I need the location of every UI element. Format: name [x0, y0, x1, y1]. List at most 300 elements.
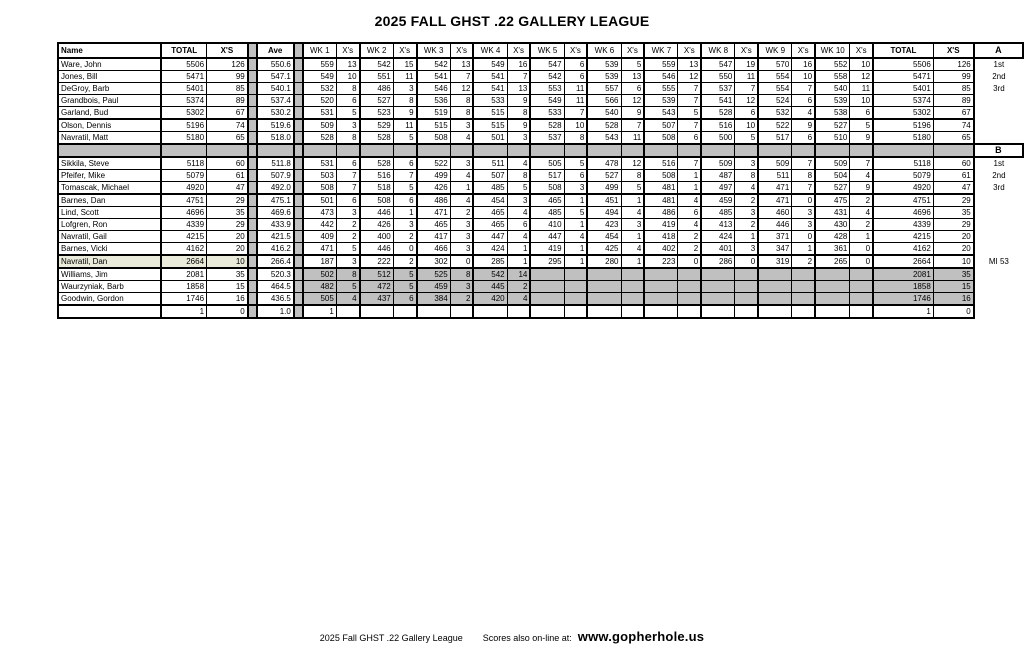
week-9-xs-cell: 10: [792, 71, 815, 83]
week-5-xs-cell: 10: [564, 119, 587, 132]
note-cell: [974, 281, 1023, 293]
header-total-right: TOTAL: [873, 43, 933, 58]
week-1-cell: 502: [303, 268, 337, 281]
header-week-3: WK 3: [417, 43, 451, 58]
week-7-cell: [644, 305, 678, 318]
week-7-xs-cell: [678, 268, 701, 281]
week-10-cell: [815, 293, 850, 306]
table-row: [58, 157, 1023, 170]
gap-cell: [248, 83, 257, 95]
note-cell: 2nd: [992, 72, 1006, 81]
week-5-cell: [530, 268, 564, 281]
week-4-cell: 285: [473, 255, 507, 268]
xs-right-cell: 16: [933, 293, 973, 306]
total-cell: 5196: [161, 119, 206, 132]
total-cell: 5118: [161, 157, 206, 170]
week-4-cell: 465: [473, 219, 507, 231]
note-cell: [974, 293, 1023, 306]
header-week-9-xs: X's: [792, 43, 815, 58]
xs-cell: 89: [207, 95, 248, 107]
gap-cell: [294, 107, 303, 120]
week-7-xs-cell: 13: [678, 58, 701, 71]
week-6-cell: 528: [587, 119, 621, 132]
week-5-cell: 542: [530, 71, 564, 83]
xs-cell: 35: [207, 207, 248, 219]
week-4-cell: 511: [473, 157, 507, 170]
week-4-xs-cell: [507, 305, 530, 318]
week-2-xs-cell: 2: [393, 231, 416, 243]
week-2-xs-cell: 5: [393, 268, 416, 281]
xs-right-cell: 61: [933, 170, 973, 182]
week-3-cell: [417, 305, 451, 318]
week-1-cell: 528: [303, 132, 337, 145]
total-right-cell: 4339: [873, 219, 933, 231]
week-3-xs-cell: 12: [450, 83, 473, 95]
week-xs-cell: [393, 144, 416, 157]
week-5-xs-cell: 7: [564, 107, 587, 120]
week-7-cell: [644, 293, 678, 306]
header-week-5: WK 5: [530, 43, 564, 58]
total-cell: 5506: [161, 58, 206, 71]
xs-cell: 126: [207, 58, 248, 71]
week-6-cell: 566: [587, 95, 621, 107]
week-6-xs-cell: 12: [621, 157, 644, 170]
week-4-cell: 507: [473, 170, 507, 182]
week-7-cell: 481: [644, 194, 678, 207]
gap-cell: [248, 243, 257, 256]
xs-cell: 47: [207, 182, 248, 195]
ave-cell: 530.2: [257, 107, 294, 120]
week-5-xs-cell: 1: [564, 255, 587, 268]
xs-cell: 61: [207, 170, 248, 182]
week-4-cell: [473, 305, 507, 318]
week-7-xs-cell: 7: [678, 95, 701, 107]
week-8-cell: 500: [701, 132, 735, 145]
week-1-cell: 508: [303, 182, 337, 195]
week-5-xs-cell: 5: [564, 157, 587, 170]
week-3-cell: 465: [417, 219, 451, 231]
week-1-xs-cell: 10: [336, 71, 359, 83]
note-cell: 1st: [993, 159, 1005, 169]
week-5-xs-cell: 4: [564, 231, 587, 243]
week-2-cell: 516: [360, 170, 394, 182]
week-4-cell: 515: [473, 107, 507, 120]
week-xs-cell: [735, 144, 758, 157]
week-1-cell: 532: [303, 83, 337, 95]
week-9-cell: [758, 268, 792, 281]
week-3-cell: 515: [417, 119, 451, 132]
xs-cell: 15: [207, 281, 248, 293]
xs-cell: 29: [207, 194, 248, 207]
xs-right-cell: 99: [933, 71, 973, 83]
week-6-xs-cell: 7: [621, 119, 644, 132]
gap-column: [248, 43, 257, 58]
week-6-xs-cell: 8: [621, 170, 644, 182]
gap-cell: [248, 268, 257, 281]
week-1-xs-cell: 8: [336, 83, 359, 95]
week-6-cell: 454: [587, 231, 621, 243]
week-7-cell: 516: [644, 157, 678, 170]
week-cell: [701, 144, 735, 157]
week-1-xs-cell: [336, 305, 359, 318]
week-7-xs-cell: [678, 281, 701, 293]
xs-cell: 35: [207, 268, 248, 281]
total-cell: 4162: [161, 243, 206, 256]
week-1-xs-cell: 2: [336, 219, 359, 231]
week-4-xs-cell: 5: [507, 182, 530, 195]
week-5-cell: 549: [530, 95, 564, 107]
week-7-xs-cell: 4: [678, 194, 701, 207]
week-2-xs-cell: 3: [393, 219, 416, 231]
week-1-xs-cell: 5: [336, 243, 359, 256]
week-6-xs-cell: 5: [621, 182, 644, 195]
xs-cell: 67: [207, 107, 248, 120]
week-7-xs-cell: 5: [678, 107, 701, 120]
total-right-cell: 5471: [873, 71, 933, 83]
week-5-cell: 508: [530, 182, 564, 195]
week-7-xs-cell: 6: [678, 207, 701, 219]
header-week-8-xs: X's: [735, 43, 758, 58]
week-1-xs-cell: 5: [336, 281, 359, 293]
name-cell: Tomascak, Michael: [58, 182, 161, 195]
week-9-xs-cell: 7: [792, 83, 815, 95]
week-6-xs-cell: 3: [621, 219, 644, 231]
week-4-xs-cell: 6: [507, 219, 530, 231]
week-5-xs-cell: 11: [564, 95, 587, 107]
table-row: [58, 243, 1023, 256]
week-8-xs-cell: 5: [735, 132, 758, 145]
week-9-cell: 471: [758, 194, 792, 207]
week-3-cell: 417: [417, 231, 451, 243]
week-8-xs-cell: 19: [735, 58, 758, 71]
league-table-body: [58, 43, 1023, 318]
xs-right-cell: 20: [933, 243, 973, 256]
week-2-cell: 508: [360, 194, 394, 207]
xs-cell: 60: [207, 157, 248, 170]
total-cell: 4339: [161, 219, 206, 231]
note-cell: 1st: [993, 60, 1005, 70]
week-10-cell: 510: [815, 132, 850, 145]
week-2-xs-cell: 1: [393, 207, 416, 219]
week-8-xs-cell: 4: [735, 182, 758, 195]
name-cell: DeGroy, Barb: [58, 83, 161, 95]
week-8-xs-cell: 2: [735, 194, 758, 207]
header-week-6-xs: X's: [621, 43, 644, 58]
week-7-cell: 555: [644, 83, 678, 95]
name-cell: Grandbois, Paul: [58, 95, 161, 107]
week-9-xs-cell: [792, 268, 815, 281]
week-7-xs-cell: 7: [678, 157, 701, 170]
week-4-cell: 447: [473, 231, 507, 243]
week-9-xs-cell: 3: [792, 219, 815, 231]
week-4-xs-cell: 2: [507, 281, 530, 293]
total-cell: 5471: [161, 71, 206, 83]
note-cell: [974, 132, 1023, 145]
table-row: [58, 194, 1023, 207]
week-3-xs-cell: 13: [450, 58, 473, 71]
week-9-cell: 522: [758, 119, 792, 132]
week-3-xs-cell: 2: [450, 207, 473, 219]
league-table: [57, 42, 1024, 319]
table-row: [58, 305, 1023, 318]
week-5-xs-cell: 6: [564, 71, 587, 83]
week-4-cell: 533: [473, 95, 507, 107]
week-1-cell: 531: [303, 107, 337, 120]
week-10-xs-cell: 12: [850, 71, 873, 83]
week-1-xs-cell: 7: [336, 182, 359, 195]
header-week-1-xs: X's: [336, 43, 359, 58]
week-8-cell: 547: [701, 58, 735, 71]
week-2-cell: [360, 305, 394, 318]
week-1-xs-cell: 8: [336, 132, 359, 145]
week-3-xs-cell: 3: [450, 219, 473, 231]
week-1-cell: 1: [303, 305, 337, 318]
ave-cell: 1.0: [257, 305, 294, 318]
gap-cell: [294, 207, 303, 219]
total-cell: 5180: [161, 132, 206, 145]
week-7-xs-cell: 4: [678, 219, 701, 231]
total-right-cell: 4162: [873, 243, 933, 256]
week-cell: [815, 144, 850, 157]
week-3-xs-cell: 8: [450, 95, 473, 107]
week-3-cell: 466: [417, 243, 451, 256]
week-5-xs-cell: [564, 305, 587, 318]
week-10-cell: 527: [815, 182, 850, 195]
week-4-cell: 454: [473, 194, 507, 207]
total-right-cell: [873, 144, 933, 157]
week-7-xs-cell: 1: [678, 182, 701, 195]
week-cell: [473, 144, 507, 157]
name-cell: Navratil, Matt: [58, 132, 161, 145]
week-8-cell: 537: [701, 83, 735, 95]
week-6-xs-cell: [621, 293, 644, 306]
table-row: [58, 207, 1023, 219]
week-1-cell: 509: [303, 119, 337, 132]
gap-cell: [294, 182, 303, 195]
week-3-cell: 486: [417, 194, 451, 207]
name-cell: Barnes, Vicki: [58, 243, 161, 256]
week-7-xs-cell: 1: [678, 170, 701, 182]
ave-cell: 550.6: [257, 58, 294, 71]
total-right-cell: 1858: [873, 281, 933, 293]
week-5-xs-cell: 3: [564, 182, 587, 195]
week-9-cell: [758, 281, 792, 293]
ave-cell: 540.1: [257, 83, 294, 95]
footer-league-name: 2025 Fall GHST .22 Gallery League: [319, 633, 463, 643]
week-5-cell: [530, 305, 564, 318]
name-cell: Navratil, Gail: [58, 231, 161, 243]
week-3-cell: 459: [417, 281, 451, 293]
gap-cell: [294, 83, 303, 95]
week-9-cell: 554: [758, 71, 792, 83]
header-xs: X'S: [207, 43, 248, 58]
week-9-cell: 570: [758, 58, 792, 71]
table-row: [58, 268, 1023, 281]
name-cell: Goodwin, Gordon: [58, 293, 161, 306]
week-6-xs-cell: 4: [621, 207, 644, 219]
week-4-cell: 465: [473, 207, 507, 219]
xs-cell: 0: [207, 305, 248, 318]
note-cell: 2nd: [992, 171, 1006, 180]
gap-cell: [294, 157, 303, 170]
header-week-9: WK 9: [758, 43, 792, 58]
gap-cell: [294, 243, 303, 256]
week-2-xs-cell: 11: [393, 71, 416, 83]
week-2-cell: 529: [360, 119, 394, 132]
gap-cell: [248, 170, 257, 182]
week-9-xs-cell: 2: [792, 255, 815, 268]
footer: [0, 629, 1024, 644]
week-2-cell: 512: [360, 268, 394, 281]
week-1-cell: 473: [303, 207, 337, 219]
week-2-cell: 551: [360, 71, 394, 83]
week-2-xs-cell: 11: [393, 119, 416, 132]
total-cell: 4920: [161, 182, 206, 195]
week-4-xs-cell: 9: [507, 95, 530, 107]
week-7-cell: 559: [644, 58, 678, 71]
week-10-xs-cell: [850, 305, 873, 318]
week-9-cell: 319: [758, 255, 792, 268]
week-3-xs-cell: 1: [450, 182, 473, 195]
week-10-cell: 539: [815, 95, 850, 107]
footer-scores-label: Scores also on-line at:: [482, 633, 572, 643]
week-7-cell: [644, 268, 678, 281]
header-week-3-xs: X's: [450, 43, 473, 58]
total-cell: 4696: [161, 207, 206, 219]
name-cell: Jones, Bill: [58, 71, 161, 83]
name-cell: Waurzyniak, Barb: [58, 281, 161, 293]
name-cell: Williams, Jim: [58, 268, 161, 281]
week-cell: [360, 144, 394, 157]
week-8-cell: [701, 281, 735, 293]
week-10-xs-cell: 2: [850, 194, 873, 207]
week-cell: [644, 144, 678, 157]
week-2-xs-cell: 2: [393, 255, 416, 268]
week-4-xs-cell: 3: [507, 132, 530, 145]
week-10-xs-cell: 10: [850, 58, 873, 71]
week-3-cell: 426: [417, 182, 451, 195]
week-10-cell: 430: [815, 219, 850, 231]
group-a-header: A: [974, 43, 1023, 58]
note-cell: [974, 268, 1023, 281]
xs-right-cell: 29: [933, 194, 973, 207]
xs-right-cell: 0: [933, 305, 973, 318]
week-7-xs-cell: 12: [678, 71, 701, 83]
xs-cell: 10: [207, 255, 248, 268]
week-9-xs-cell: 1: [792, 243, 815, 256]
name-cell: [58, 305, 161, 318]
week-6-cell: 543: [587, 132, 621, 145]
total-cell: 1746: [161, 293, 206, 306]
week-5-xs-cell: 6: [564, 170, 587, 182]
week-2-cell: 528: [360, 132, 394, 145]
week-8-cell: 413: [701, 219, 735, 231]
week-5-cell: 419: [530, 243, 564, 256]
week-10-cell: 265: [815, 255, 850, 268]
week-6-cell: [587, 268, 621, 281]
week-7-xs-cell: 2: [678, 243, 701, 256]
table-row: [58, 71, 1023, 83]
xs-cell: 85: [207, 83, 248, 95]
week-xs-cell: [850, 144, 873, 157]
xs-right-cell: 10: [933, 255, 973, 268]
week-10-cell: [815, 268, 850, 281]
week-3-xs-cell: 3: [450, 119, 473, 132]
week-7-cell: 543: [644, 107, 678, 120]
week-9-xs-cell: 16: [792, 58, 815, 71]
footer-url[interactable]: www.gopherhole.us: [577, 629, 705, 644]
week-2-xs-cell: 6: [393, 194, 416, 207]
week-9-cell: 511: [758, 170, 792, 182]
xs-right-cell: [933, 144, 973, 157]
total-right-cell: 4751: [873, 194, 933, 207]
ave-cell: 475.1: [257, 194, 294, 207]
week-9-cell: 446: [758, 219, 792, 231]
week-2-xs-cell: 9: [393, 107, 416, 120]
week-9-xs-cell: 9: [792, 119, 815, 132]
week-4-xs-cell: 9: [507, 119, 530, 132]
week-10-xs-cell: 4: [850, 170, 873, 182]
week-1-xs-cell: 2: [336, 231, 359, 243]
week-8-xs-cell: 1: [735, 231, 758, 243]
gap-cell: [248, 255, 257, 268]
week-xs-cell: [678, 144, 701, 157]
week-9-xs-cell: 4: [792, 107, 815, 120]
week-6-cell: 425: [587, 243, 621, 256]
week-2-cell: 518: [360, 182, 394, 195]
week-2-xs-cell: 0: [393, 243, 416, 256]
week-3-cell: 536: [417, 95, 451, 107]
week-6-xs-cell: 4: [621, 243, 644, 256]
week-1-cell: 482: [303, 281, 337, 293]
week-4-xs-cell: 1: [507, 243, 530, 256]
week-xs-cell: [507, 144, 530, 157]
name-cell: Lofgren, Ron: [58, 219, 161, 231]
week-5-cell: 517: [530, 170, 564, 182]
week-1-xs-cell: 3: [336, 207, 359, 219]
gap-cell: [248, 281, 257, 293]
week-5-cell: 537: [530, 132, 564, 145]
week-5-xs-cell: 1: [564, 194, 587, 207]
week-cell: [587, 144, 621, 157]
gap-cell: [294, 71, 303, 83]
week-2-xs-cell: 3: [393, 83, 416, 95]
week-9-xs-cell: 7: [792, 157, 815, 170]
gap-cell: [294, 293, 303, 306]
table-row: [58, 83, 1023, 95]
week-4-xs-cell: 16: [507, 58, 530, 71]
gap-cell: [248, 293, 257, 306]
week-8-xs-cell: 3: [735, 243, 758, 256]
week-4-cell: 541: [473, 71, 507, 83]
header-week-6: WK 6: [587, 43, 621, 58]
week-9-xs-cell: 6: [792, 95, 815, 107]
total-right-cell: 4920: [873, 182, 933, 195]
total-cell: 5401: [161, 83, 206, 95]
note-cell: [974, 119, 1023, 132]
total-cell: 1858: [161, 281, 206, 293]
week-6-cell: [587, 293, 621, 306]
week-9-xs-cell: 0: [792, 194, 815, 207]
week-3-xs-cell: 3: [450, 281, 473, 293]
week-1-cell: 559: [303, 58, 337, 71]
week-7-xs-cell: 7: [678, 119, 701, 132]
week-5-cell: 485: [530, 207, 564, 219]
week-8-cell: 509: [701, 157, 735, 170]
week-8-cell: 459: [701, 194, 735, 207]
week-9-cell: 371: [758, 231, 792, 243]
week-8-cell: 528: [701, 107, 735, 120]
